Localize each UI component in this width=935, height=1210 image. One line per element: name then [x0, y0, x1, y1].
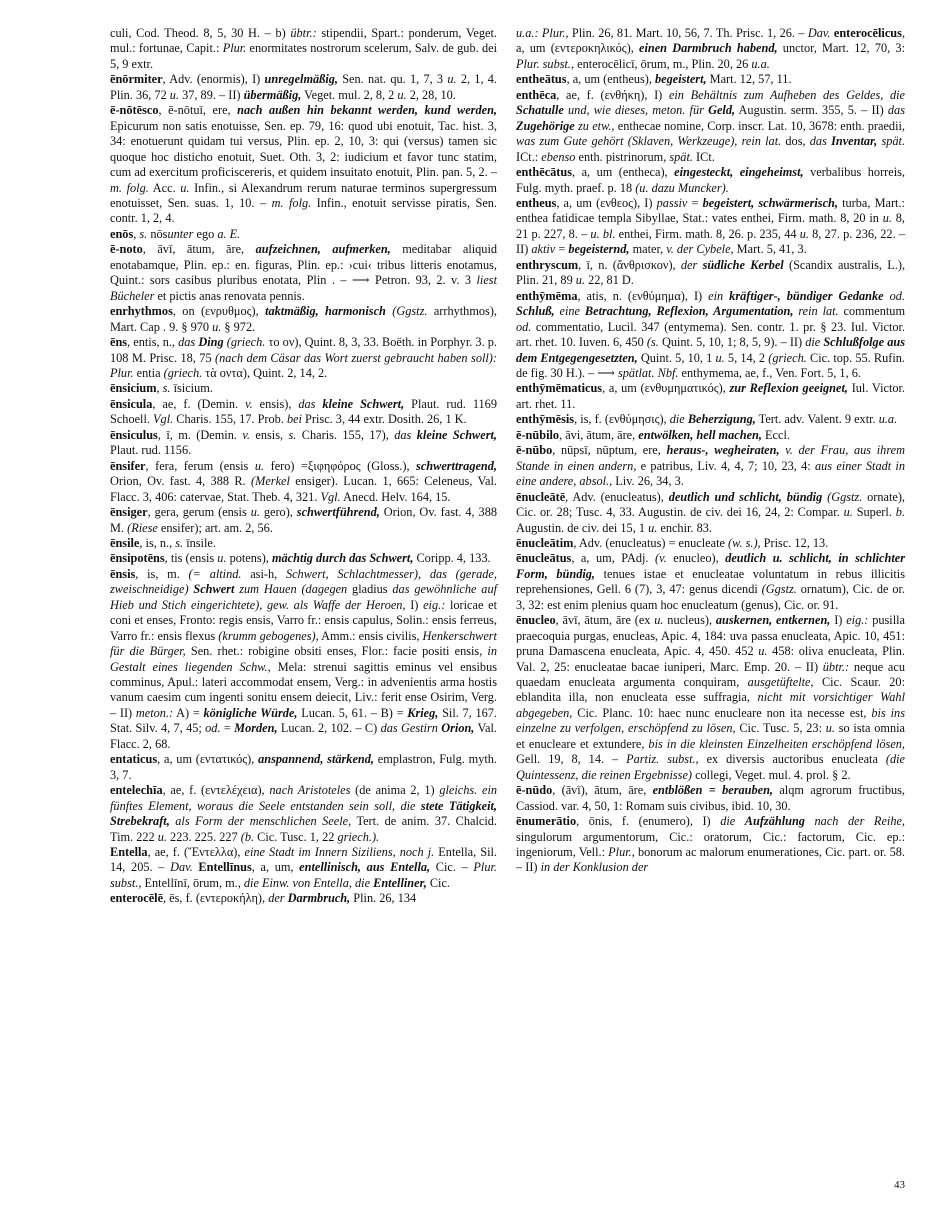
left-column [110, 26, 497, 907]
dictionary-entry: ēnumerātio, ōnis, f. (enumero), I) die Aufzählung nach der Reihe, singulorum argumentorum, Cic.: oratorum, Cic.: factorum, Cic. ep.: ingeniorum, Vell.: Plur., bonorum ac malorum enumerationes, Cic. part. or. 58. – II) in der Konklusion der [516, 814, 905, 875]
dictionary-entry: ēnsile, is, n., s. īnsile. [110, 535, 216, 550]
dictionary-entry: ēnsicula, ae, f. (Demin. v. ensis), das kleine Schwert, Plaut. rud. 1169 Schoell. Vgl. Charis. 155, 17. Prob. bei Prisc. 3, 44 extr. Dosith. 26, 1 K. [110, 396, 497, 427]
dictionary-entry: entheātus, a, um (entheus), begeistert, Mart. 12, 57, 11. [516, 72, 792, 87]
dictionary-entry: ēnsipotēns, tis (ensis u. potens), mächtig durch das Schwert, Coripp. 4, 133. [110, 551, 491, 566]
dictionary-entry: enthēcātus, a, um (entheca), eingesteckt, eingeheimst, verbalibus horreis, Fulg. myth. praef. p. 18 (u. dazu Muncker). [516, 165, 906, 195]
dictionary-entry: u.a.: Plur., Plin. 26, 81. Mart. 10, 56, 7. Th. Prisc. 1, 26. – Dav. enterocēlicus, a, um (εντεροκηλικός), einen Darmbruch habend, unctor, Mart. 12, 70, 3: Plur. subst., enterocēlicī, ōrum, m., Plin. 20, 26 u.a. [516, 26, 906, 71]
dictionary-entry: ēnsiculus, ī, m. (Demin. v. ensis, s. Charis. 155, 17), das kleine Schwert, Plaut. rud. 1156. [110, 427, 497, 458]
dictionary-entry: enthȳmēsis, is, f. (ενθύμησις), die Beherzigung, Tert. adv. Valent. 9 extr. u.a. [516, 412, 898, 427]
dictionary-entry: ēnsis, is, m. (= altind. asi-h, Schwert, Schlachtmesser), das (gerade, zweischneidige) Schwert zum Hauen (dagegen gladius das gewöhnliche auf Hieb und Stich eingerichtete), gew. als Waffe der Heroen, I) eig.: loricae et coni et enses, Fronto: regis ensis, Varro fr.: ensis capulus, Solin.: ensis ferreus, Varro fr.: ensis flexus (krumm gebogenes), Amm.: ensis civilis, Henkerschwert für die Bürger, Sen. rhet.: robigine obsiti enses, Flor.: facie positi ensis, in Gestalt eines liegenden Schw., Mela: strenui sagittis eminus vel ensibus comminus, Apul.: lateri accommodat ensem, Verg.: in advenientis arma hostis vanum caesim cum ingenti sonitu ensem deiecit, Liv.: ferit ense Osirim, Verg. – II) meton.: A) = königliche Würde, Lucan. 5, 61. – B) = Krieg, Sil. 7, 167. Stat. Silv. 4, 7, 45; od. = Morden, Lucan. 2, 102. – C) das Gestirn Orion, Val. Flacc. 2, 68. [110, 566, 498, 751]
dictionary-entry: ēnsiger, gera, gerum (ensis u. gero), schwertführend, Orion, Ov. fast. 4, 388 M. (Riese ensifer); art. am. 2, 56. [110, 505, 498, 535]
dictionary-entry: ēnōrmiter, Adv. (enormis), I) unregelmäßig, Sen. nat. qu. 1, 7, 3 u. 2, 1, 4. Plin. 36, 72 u. 37, 89. – II) übermäßig, Veget. mul. 2, 8, 2 u. 2, 28, 10. [110, 72, 497, 102]
dictionary-entry: enrhythmos, on (ενρυθμος), taktmäßig, harmonisch (Ggstz. arrhythmos), Mart. Cap . 9. § 970 u. § 972. [110, 304, 497, 334]
dictionary-entry: ēns, entis, n., das Ding (griech. το ον), Quint. 8, 3, 33. Boëth. in Porphyr. 3. p. 108 M. Prisc. 18, 75 (nach dem Cäsar das Wort zuerst gebraucht haben soll): Plur. entia (griech. τὰ οντα), Quint. 2, 14, 2. [110, 335, 497, 380]
dictionary-entry: ē-nūbo, nūpsī, nūptum, ere, heraus-, wegheiraten, v. der Frau, aus ihrem Stande in einen andern, e patribus, Liv. 4, 4, 7; 10, 23, 4: aus einer Stadt in eine andere, absol., Liv. 26, 34, 3. [516, 443, 906, 489]
dictionary-entry: ēnsifer, fera, ferum (ensis u. fero) =ξιφηφόρος (Gloss.), schwerttragend, Orion, Ov. fast. 4, 388 R. (Merkel ensiger). Lucan. 1, 665: Celeneus, Val. Flacc. 3, 406: catervae, Stat. Theb. 4, 321. Vgl. Anecd. Helv. 164, 15. [110, 458, 497, 504]
dictionary-entry: entaticus, a, um (εντατικός), anspannend, stärkend, emplastron, Fulg. myth. 3, 7. [110, 752, 497, 782]
right-column [516, 26, 905, 876]
dictionary-entry: enthȳmēma, atis, n. (ενθύμημα), I) ein kräftiger-, bündiger Gedanke od. Schluß, eine Betrachtung, Reflexion, Argumentation, rein lat. commentum od. commentatio, Lucil. 347 (entymema). Sen. contr. 1. pr. § 23. Iul. Victor. art. rhet. 10. Iuven. 6, 450 (s. Quint. 5, 10, 1; 8, 5, 9). – II) die Schlußfolge aus dem Entgegengesetzten, Quint. 5, 10, 1 u. 5, 14, 2 (griech. Cic. top. 55. Rufin. de fig. 30 H.). – ⟶ spätlat. Nbf. enthymema, ae, f., Ven. Fort. 5, 1, 6. [516, 288, 906, 380]
page-number: 43 [894, 1179, 905, 1191]
dictionary-entry: ē-noto, āvī, ātum, āre, aufzeichnen, aufmerken, meditabar aliquid enotabamque, Plin. ep.: en. figuras, Plin. ep.: ›cui‹ tribus litteris enotamus, Quint.: sors casibus pluribus enotata, Plin . – ⟶ Petron. 93, 2. v. 3 liest Bücheler et pictis anas renovata pennis. [110, 242, 498, 303]
dictionary-entry: ēnucleātus, a, um, PAdj. (v. enucleo), deutlich u. schlicht, in schlichter Form, bündig, tenues istae et enucleatae voluntatum in rebus illicitis reprehensiones, Gell. 6 (7), 3, 47: genus dicendi (Ggstz. ornatum), Cic. de or. 3, 32: est enim plenius quam hoc enucleatum (genus), Cic. or. 91. [516, 551, 906, 612]
dictionary-entry: ēnsicium, s. īsicium. [110, 381, 213, 396]
dictionary-entry: ēnucleo, āvī, ātum, āre (ex u. nucleus), auskernen, entkernen, I) eig.: pusilla praecoquia purgas, enucleas, Apic. 4, 184: uva passa enucleata, Apic. 10, 451: pruna Damascena enucleata, Apic. 4, 450. 452 u. 458: oliva enucleata, Plin. Val. 2, 25: enucleatae bacae iuniperi, Marc. Emp. 20. – II) übtr.: neque acu quaedam enucleata argumenta conquiram, ausgetüftelte, Cic. Scaur. 20: eblandita illa, non enucleata esse suffragia, nicht mit vorsichtiger Wahl abgegeben, Cic. Planc. 10: haec nunc enucleare non ita necesse est, bis ins einzelne zu verfolgen, erschöpfend zu lösen, Cic. Tusc. 5, 23: u. so ista omnia et enucleare et extundere, bis in die kleinsten Einzelheiten erschöpfend lösen, Gell. 19, 8, 14. – Partiz. subst., ex diversis auctoribus enucleata (die Quintessenz, die reinen Ergebnisse) collegi, Veget. mul. 4. prol. § 2. [516, 613, 906, 782]
dictionary-entry: ē-nūbilo, āvi, ātum, āre, entwölken, hell machen, Eccl. [516, 427, 790, 442]
dictionary-entry: entelechīa, ae, f. (εντελέχεια), nach Aristoteles (de anima 2, 1) gleichs. ein fünftes Element, woraus die Seele entstanden sein soll, die stete Tätigkeit, Strebekraft, als Form der menschlichen Seele, Tert. de anim. 37. Chalcid. Tim. 222 u. 223. 225. 227 (b. Cic. Tusc. 1, 22 griech.). [110, 783, 498, 844]
dictionary-entry: entheus, a, um (ενθεος), I) passiv = begeistert, schwärmerisch, turba, Mart.: enthea fatidicae templa Sibyllae, Stat.: vates enthei, Firm. math. 8, 20 in u. 8, 21 p. 227, 8. – u. bl. enthei, Firm. math. 8, 26. p. 235, 44 u. 8, 27. p. 236, 22. – II) aktiv = begeisternd, mater, v. der Cybele, Mart. 5, 41, 3. [516, 195, 906, 257]
dictionary-entry: enthryscum, ī, n. (ἄνθρισκον), der südliche Kerbel (Scandix australis, L.), Plin. 21, 89 u. 22, 81 D. [516, 257, 906, 288]
dictionary-entry: Entella, ae, f. (Ἔντελλα), eine Stadt im Innern Siziliens, noch j. Entella, Sil. 14, 205. – Dav. Entellīnus, a, um, entellinisch, aus Entella, Cic. – Plur. subst., Entellīnī, ōrum, m., die Einw. von Entella, die Entelliner, Cic. [110, 845, 497, 890]
dictionary-entry: ēnucleātim, Adv. (enucleatus) = enucleate (w. s.), Prisc. 12, 13. [516, 535, 829, 550]
dictionary-entry: enterocēlē, ēs, f. (εντεροκήλη), der Darmbruch, Plin. 26, 134 [110, 891, 417, 906]
dictionary-entry: enthēca, ae, f. (ενθήκη), I) ein Behältnis zum Aufheben des Geldes, die Schatulle und, wie dieses, meton. für Geld, Augustin. serm. 355, 5. – II) das Zugehörige zu etw., enthecae nomine, Corp. inscr. Lat. 10, 3678: enth. praedii, was zum Gute gehört (Sklaven, Werkzeuge), rein lat. dos, das Inventar, spät. ICt.: ebenso enth. pistrinorum, spät. ICt. [516, 87, 906, 164]
dictionary-entry: ēnucleātē, Adv. (enucleatus), deutlich und schlicht, bündig (Ggstz. ornate), Cic. or. 28; Tusc. 4, 33. Augustin. de civ. dei 16, 24, 2: Compar. u. Superl. b. Augustin. de civ. dei 15, 1 u. enchir. 83. [516, 489, 906, 535]
dictionary-entry: ē-nōtēsco, ē-nōtuī, ere, nach außen hin bekannt werden, kund werden, Epicurum non satis enotuisse, Sen. ep. 79, 16: quod ubi enotuit, Tac. hist. 3, 34: enotuerunt quidam tui versus, Plin. ep. 2, 10, 3: qui (versus) tamen sic quoque hoc disticho enotuit, Suet. Oth. 3, 2: iudicium et favor tunc statim, cum ad exercitum proficiscereris, et quidem insuitato enotuit, Plin. pan. 5, 2. – m. folg. Acc. u. Infin., si Alexandrum rerum naturae terminos supergressum enotuisset, Sen. suas. 1, 10. – m. folg. Infin., enotuit servisse piratis, Sen. contr. 1, 2, 4. [110, 103, 498, 226]
dictionary-entry: culi, Cod. Theod. 8, 5, 30 H. – b) übtr.: stipendii, Spart.: ponderum, Veget. mul.: fortunae, Capit.: Plur. enormitates nostrorum scelerum, Salv. de gub. dei 5, 9 extr. [110, 26, 497, 71]
dictionary-entry: enōs, s. nōsunter ego a. E. [110, 226, 241, 241]
dictionary-entry: ē-nūdo, (āvī), ātum, āre, entblößen = berauben, alqm agrorum fructibus, Cassiod. var. 4, 50, 1: Romam suis civibus, ibid. 10, 30. [516, 783, 905, 813]
dictionary-entry: enthȳmēmaticus, a, um (ενθυμηματικός), zur Reflexion geeignet, Iul. Victor. art. rhet. 11. [516, 381, 905, 411]
